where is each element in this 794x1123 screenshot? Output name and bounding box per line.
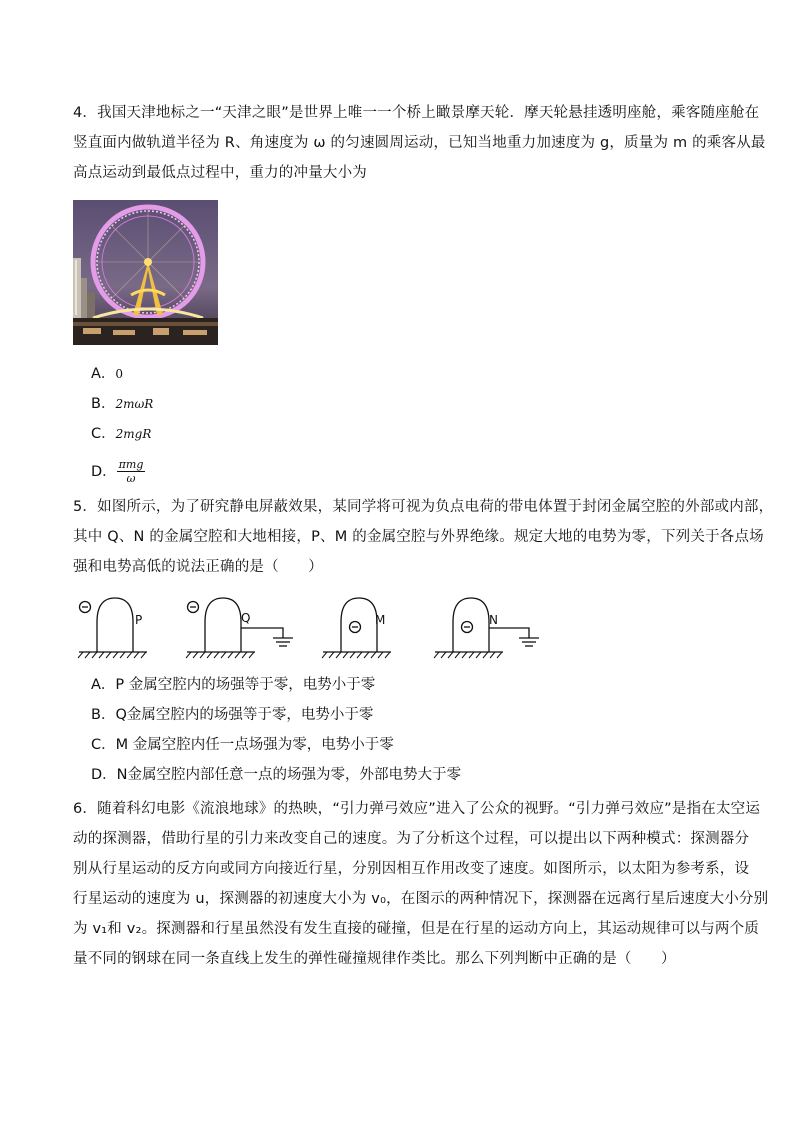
question-4-stem [73,98,766,188]
option-value: 2mgR [115,427,152,441]
q5-line: 强和电势高低的说法正确的是（ ） [73,559,323,575]
tianjin-eye-photo [73,200,218,345]
q5-option-c [91,735,394,755]
q5-option-a [91,675,375,695]
q4-line: 高点运动到最低点过程中，重力的冲量大小为 [73,165,367,181]
q6-line: 量不同的钢球在同一条直线上发生的弹性碰撞规律作类比。那么下列判断中正确的是（ ） [73,951,676,967]
option-label: B． [91,396,116,412]
cavity-label-n: N [489,613,498,627]
option-text: Q金属空腔内的场强等于零，电势小于零 [115,707,374,723]
q6-line: 行星运动的速度为 u，探测器的初速度大小为 v₀，在图示的两种情况下，探测器在远离行星后速度大小分别 [73,891,769,907]
q5-option-b [91,705,373,725]
electrostatic-shielding-figure [75,594,545,660]
q5-line: 5．如图所示，为了研究静电屏蔽效果，某同学将可视为负点电荷的带电体置于封闭金属空腔的外部或内部， [73,499,774,515]
q5-line: 其中 Q、N 的金属空腔和大地相接，P、M 的金属空腔与外界绝缘。规定大地的电势为零，下列关于各点场 [73,529,764,545]
cavity-label-q: Q [241,611,251,625]
q6-line: 动的探测器，借助行星的引力来改变自己的速度。为了分析这个过程，可以提出以下两种模式：探测器分 [73,831,750,847]
option-label: D． [91,767,117,783]
option-label: C． [91,426,116,442]
option-value: 0 [115,367,124,381]
option-value: 2mωR [115,397,154,411]
option-label: A． [91,677,116,693]
option-text: M 金属空腔内任一点场强为零，电势小于零 [115,737,394,753]
option-text: N金属空腔内部任意一点的场强为零，外部电势大于零 [116,767,462,783]
q4-line: 竖直面内做轨道半径为 R、角速度为 ω 的匀速圆周运动，已知当地重力加速度为 g，质量为 m 的乘客从最 [73,135,766,151]
q6-line: 为 v₁和 v₂。探测器和行星虽然没有发生直接的碰撞，但是在行星的运动方向上，其运动规律可以与两个质 [73,921,760,937]
q5-option-d [91,765,461,785]
option-label: C． [91,737,116,753]
q4-option-d [91,458,145,485]
q4-option-b [91,394,153,414]
option-label: B． [91,707,116,723]
cavity-label-p: P [135,613,143,627]
option-label: D． [91,463,117,480]
option-label: A． [91,366,116,382]
q4-line: 4．我国天津地标之一“天津之眼”是世界上唯一一个桥上瞰景摩天轮．摩天轮悬挂透明座舱，乘客随座舱在 [73,105,760,121]
q6-line: 6．随着科幻电影《流浪地球》的热映，“引力弹弓效应”进入了公众的视野。“引力弹弓效应”是指在太空运 [73,801,761,817]
question-5-stem [73,492,774,582]
q4-option-c [91,424,151,444]
fraction-denominator: ω [126,472,136,485]
q6-line: 别从行星运动的反方向或同方向接近行星，分别因相互作用改变了速度。如图所示，以太阳为参考系，设 [73,861,750,877]
question-6-stem [73,794,769,974]
option-fraction [117,458,146,485]
fraction-numerator: πmg [118,458,144,471]
option-text: P 金属空腔内的场强等于零，电势小于零 [115,677,376,693]
cavity-label-m: M [375,613,386,627]
q4-option-a [91,364,123,384]
